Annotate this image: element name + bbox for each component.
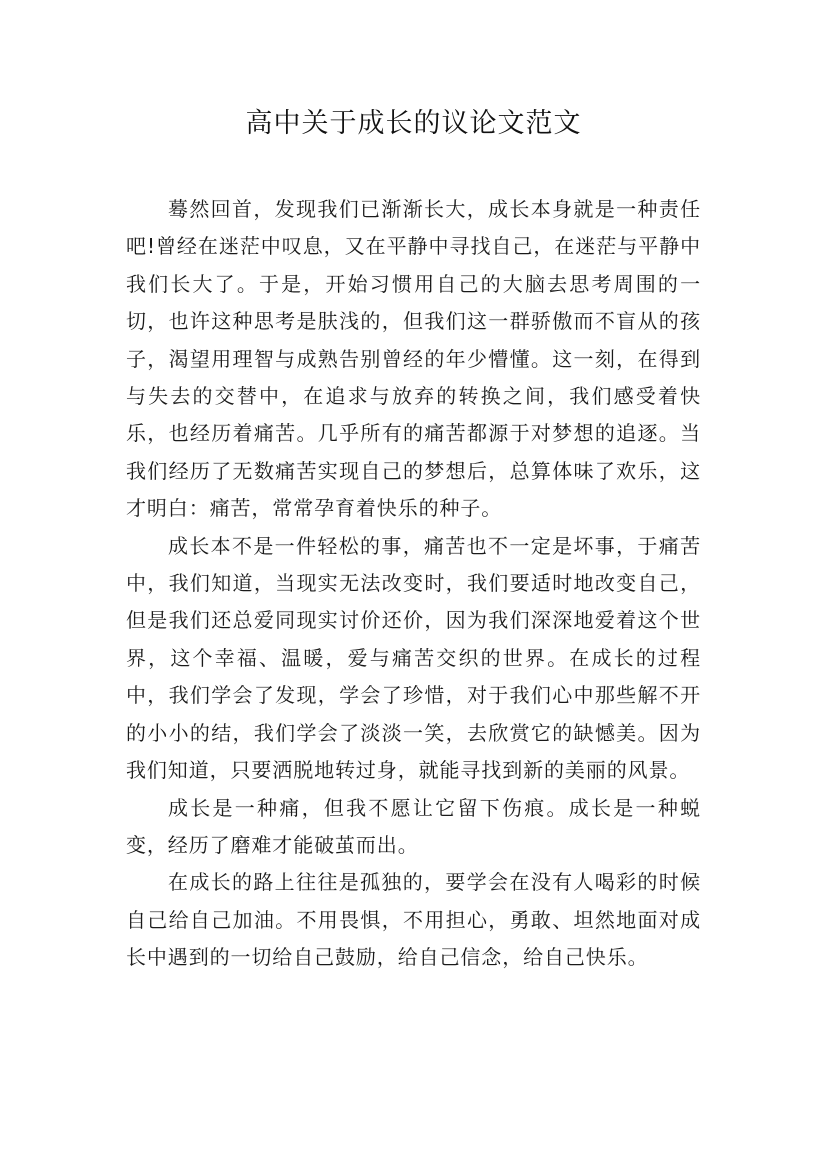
document-body (126, 191, 701, 977)
paragraph-2: 成长本不是一件轻松的事，痛苦也不一定是坏事，于痛苦中，我们知道，当现实无法改变时，我们要适时地改变自己，但是我们还总爱同现实讨价还价，因为我们深深地爱着这个世界，这个幸福、温暖，爱与痛苦交织的世界。在成长的过程中，我们学会了发现，学会了珍惜，对于我们心中那些解不开的小小的结，我们学会了淡淡一笑，去欣赏它的缺憾美。因为我们知道，只要洒脱地转过身，就能寻找到新的美丽的风景。 (126, 533, 701, 783)
document-title: 高中关于成长的议论文范文 (245, 108, 582, 139)
paragraph-1: 蓦然回首，发现我们已渐渐长大，成长本身就是一种责任吧!曾经在迷茫中叹息，又在平静中寻找自己，在迷茫与平静中我们长大了。于是，开始习惯用自己的大脑去思考周围的一切，也许这种思考是肤浅的，但我们这一群骄傲而不盲从的孩子，渴望用理智与成熟告别曾经的年少懵懂。这一刻，在得到与失去的交替中，在追求与放弃的转换之间，我们感受着快乐，也经历着痛苦。几乎所有的痛苦都源于对梦想的追逐。当我们经历了无数痛苦实现自己的梦想后，总算体味了欢乐，这才明白：痛苦，常常孕育着快乐的种子。 (126, 197, 701, 521)
paragraph-4: 在成长的路上往往是孤独的，要学会在没有人喝彩的时候自己给自己加油。不用畏惧，不用担心，勇敢、坦然地面对成长中遇到的一切给自己鼓励，给自己信念，给自己快乐。 (126, 870, 701, 970)
paragraph-3: 成长是一种痛，但我不愿让它留下伤痕。成长是一种蜕变，经历了磨难才能破茧而出。 (126, 795, 701, 857)
